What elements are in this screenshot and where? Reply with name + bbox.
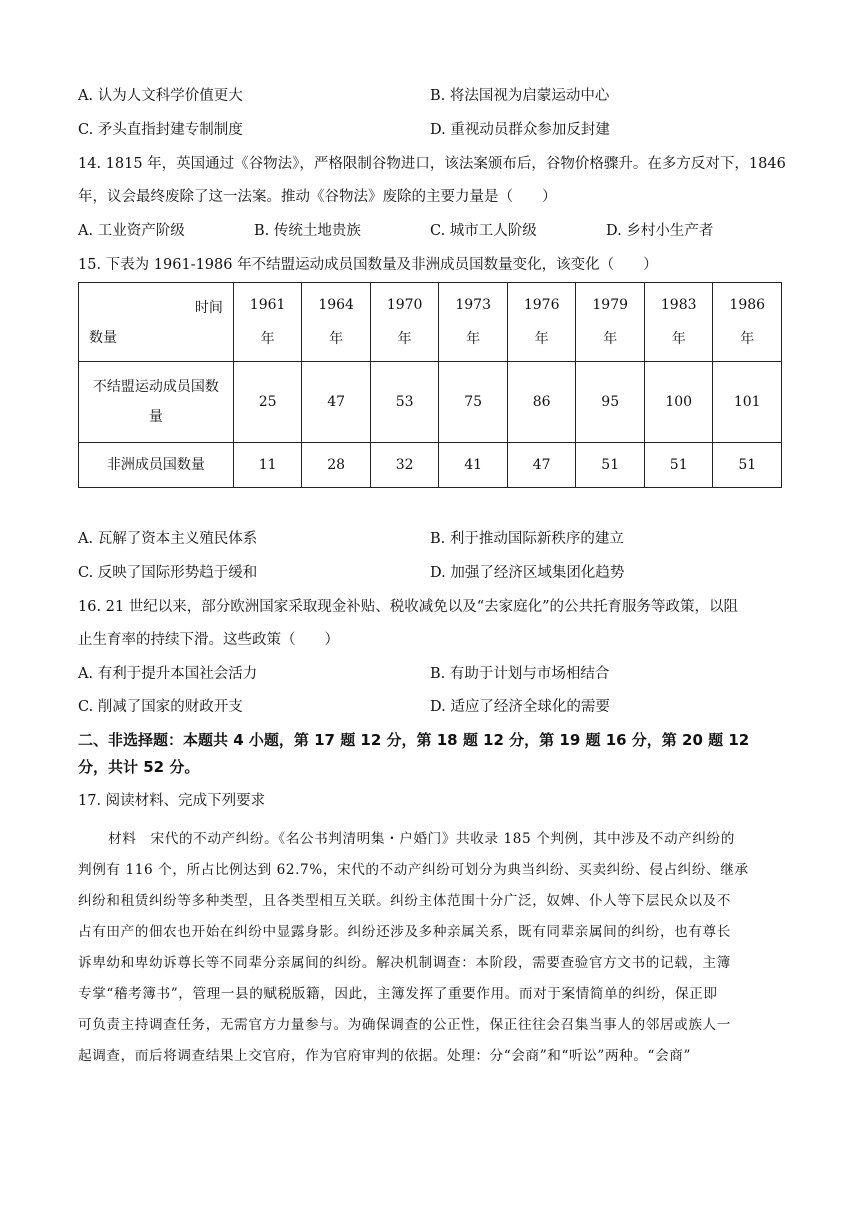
table-cell: 75 [439,362,508,443]
q14-stem-line2: 年，议会最终废除了这一法案。推动《谷物法》废除的主要力量是（ ） [78,189,557,205]
q16-stem-line1: 16. 21 世纪以来，部分欧洲国家采取现金补贴、税收减免以及“去家庭化”的公共托育服务等政策，以阻 [78,599,739,615]
material-line: 判例有 116 个，所占比例达到 62.7%，宋代的不动产纠纷可划分为典当纠纷、买卖纠纷、侵占纠纷、继承 [78,862,749,878]
row-label-nam-members: 不结盟运动成员国数 量 [79,362,234,443]
q15-option-b: B. 利于推动国际新秩序的建立 [430,531,624,547]
table-cell: 47 [507,443,576,488]
table-corner-cell [79,283,234,362]
table-cell: 47 [302,362,371,443]
q13-option-d: D. 重视动员群众参加反封建 [430,122,610,138]
q13-option-c: C. 矛头直指封建专制制度 [78,122,243,138]
table-cell: 51 [644,443,713,488]
q13-option-a: A. 认为人文科学价值更大 [78,88,243,104]
material-line: 纠纷和租赁纠纷等多种类型，且各类型相互关联。纠纷主体范围十分广泛，奴婢、仆人等下层民众以及不 [78,893,731,909]
table-cell: 32 [370,443,439,488]
membership-table [78,282,782,488]
table-cell: 25 [233,362,302,443]
table-cell: 41 [439,443,508,488]
table-row [79,443,782,488]
year-header-cell: 1961 年 [233,283,302,362]
q17-stem: 17. 阅读材料、完成下列要求 [78,793,266,809]
table-cell: 28 [302,443,371,488]
year-header-cell: 1970 年 [370,283,439,362]
q14-option-a: A. 工业资产阶级 [78,223,185,239]
year-header-cell: 1973 年 [439,283,508,362]
q15-option-d: D. 加强了经济区域集团化趋势 [430,565,625,581]
section-heading-line1: 二、非选择题：本题共 4 小题，第 17 题 12 分，第 18 题 12 分，第 19 题 16 分，第 20 题 12 [78,731,750,749]
material-line: 材料 宋代的不动产纠纷。《名公书判清明集・户婚门》共收录 185 个判例，其中涉及不动产纠纷的 [108,831,735,847]
row-label-africa-members: 非洲成员国数量 [79,443,234,488]
year-header-cell: 1983 年 [644,283,713,362]
material-line: 起调查，而后将调查结果上交官府，作为官府审判的依据。处理：分“会商”和“听讼”两种。“会商” [78,1048,692,1064]
q13-option-b: B. 将法国视为启蒙运动中心 [430,88,610,104]
section-heading-line2: 分，共计 52 分。 [78,758,200,776]
table-cell: 101 [713,362,782,443]
material-line: 可负责主持调查任务，无需官方力量参与。为确保调查的公正性，保正往往会召集当事人的邻居或族人一 [78,1017,731,1033]
table-header-row [79,283,782,362]
material-line: 诉卑幼和卑幼诉尊长等不同辈分亲属间的纠纷。解决机制调查：本阶段，需要查验官方文书的记载，主簿 [78,955,731,971]
table-cell: 95 [576,362,645,443]
q14-option-d: D. 乡村小生产者 [606,223,714,239]
table-cell: 100 [644,362,713,443]
q16-stem-line2: 止生育率的持续下滑。这些政策（ ） [78,632,339,648]
year-header-cell: 1986 年 [713,283,782,362]
q15-stem: 15. 下表为 1961-1986 年不结盟运动成员国数量及非洲成员国数量变化，该变化（ ） [78,257,658,273]
q14-option-c: C. 城市工人阶级 [430,223,537,239]
table-row [79,362,782,443]
table-cell: 11 [233,443,302,488]
q16-option-c: C. 削减了国家的财政开支 [78,699,243,715]
q16-option-a: A. 有利于提升本国社会活力 [78,666,258,682]
q14-stem-line1: 14. 1815 年，英国通过《谷物法》，严格限制谷物进口，该法案颁布后，谷物价格骤升。在多方反对下，1846 [78,156,786,172]
corner-label-quantity: 数量 [89,330,117,346]
q16-option-d: D. 适应了经济全球化的需要 [430,699,610,715]
table-cell: 53 [370,362,439,443]
material-line: 占有田产的佃农也开始在纠纷中显露身影。纠纷还涉及多种亲属关系，既有同辈亲属间的纠纷，也有尊长 [78,924,731,940]
q14-option-b: B. 传统土地贵族 [254,223,361,239]
q15-option-a: A. 瓦解了资本主义殖民体系 [78,531,258,547]
year-header-cell: 1976 年 [507,283,576,362]
q16-option-b: B. 有助于计划与市场相结合 [430,666,610,682]
year-header-cell: 1979 年 [576,283,645,362]
table-cell: 51 [576,443,645,488]
q15-option-c: C. 反映了国际形势趋于缓和 [78,565,258,581]
year-header-cell: 1964 年 [302,283,371,362]
table-cell: 51 [713,443,782,488]
table-cell: 86 [507,362,576,443]
corner-label-time: 时间 [194,300,223,316]
material-line: 专掌“稽考簿书”，管理一县的赋税版籍，因此，主簿发挥了重要作用。而对于案情简单的纠纷，保正即 [78,986,718,1002]
